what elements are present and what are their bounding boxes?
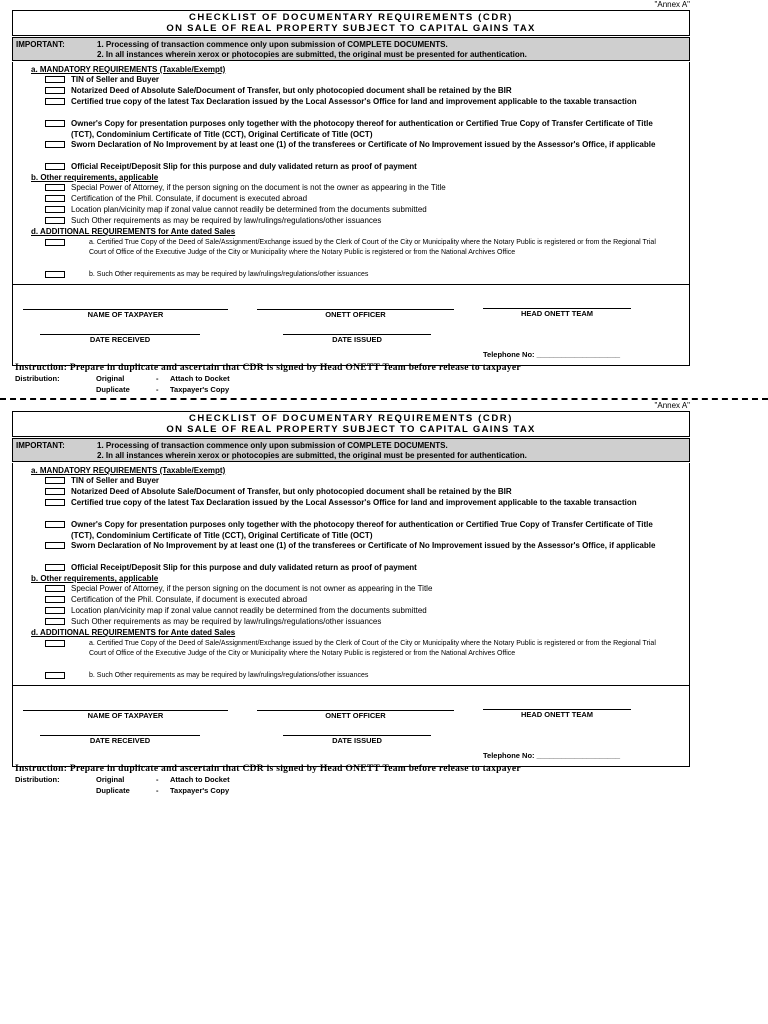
telephone-field[interactable]: Telephone No: ____________________ [483, 350, 621, 359]
distribution-duplicate: Duplicate [96, 786, 130, 795]
signature-box [12, 284, 690, 366]
requirement-text: Owner's Copy for presentation purposes only together with the photocopy thereof for authentication or Certified True Copy of Transfer Certificate of Title (TCT), Condominium Certificate of Title (CCT), Original Certificate of Title (OCT) [71, 119, 653, 139]
additional-item [45, 671, 669, 681]
requirement-text: Sworn Declaration of No Improvement by at least one (1) of the transferees or Certificate of No Improvement issued by the Assessor's Office, if applicable [71, 140, 656, 149]
important-notice [12, 37, 690, 61]
distribution-duplicate: Duplicate [96, 385, 130, 394]
requirement-checkbox[interactable] [45, 271, 65, 278]
requirement-checkbox[interactable] [45, 206, 65, 213]
important-item-1: 1. Processing of transaction commence only upon submission of COMPLETE DOCUMENTS. [97, 441, 448, 450]
requirement-checkbox[interactable] [45, 76, 65, 83]
distribution-dash: - [156, 775, 159, 784]
requirement-checkbox[interactable] [45, 98, 65, 105]
annex-label: "Annex A" [654, 401, 690, 410]
distribution-original: Original [96, 775, 125, 784]
mandatory-item [45, 140, 669, 161]
distribution-label: Distribution: [15, 775, 60, 784]
section-b-heading: b. Other requirements, applicable [31, 574, 159, 583]
other-item [45, 584, 669, 594]
important-item-1: 1. Processing of transaction commence only upon submission of COMPLETE DOCUMENTS. [97, 40, 448, 49]
other-item [45, 216, 669, 226]
mandatory-item [45, 498, 669, 519]
requirement-text: Sworn Declaration of No Improvement by at least one (1) of the transferees or Certificate of No Improvement issued by the Assessor's Office, if applicable [71, 541, 656, 550]
annex-label: "Annex A" [654, 0, 690, 9]
important-label: IMPORTANT: [16, 441, 65, 450]
additional-item [45, 639, 669, 669]
requirement-checkbox[interactable] [45, 141, 65, 148]
instruction-text: Instruction: Prepare in duplicate and ascertain that CDR is signed by Head ONETT Team before release to taxpayer [15, 764, 521, 774]
mandatory-item [45, 520, 669, 541]
mandatory-item [45, 541, 669, 562]
requirement-checkbox[interactable] [45, 120, 65, 127]
requirement-text: TIN of Seller and Buyer [71, 476, 160, 485]
form-title: CHECKLIST OF DOCUMENTARY REQUIREMENTS (CDR) [188, 12, 514, 23]
section-d-heading: d. ADDITIONAL REQUIREMENTS for Ante dated Sales [31, 227, 236, 236]
section-a-heading: a. MANDATORY REQUIREMENTS (Taxable/Exempt) [31, 466, 226, 475]
requirement-text: Official Receipt/Deposit Slip for this purpose and duly validated return as proof of payment [71, 162, 417, 171]
mandatory-item [45, 476, 669, 486]
telephone-field[interactable]: Telephone No: ____________________ [483, 751, 621, 760]
section-a-heading: a. MANDATORY REQUIREMENTS (Taxable/Exempt) [31, 65, 226, 74]
other-item [45, 183, 669, 193]
additional-item [45, 238, 669, 268]
title-box [12, 411, 690, 437]
mandatory-item [45, 162, 669, 172]
requirement-checkbox[interactable] [45, 488, 65, 495]
form-subtitle: ON SALE OF REAL PROPERTY SUBJECT TO CAPITAL GAINS TAX [166, 23, 536, 34]
signature-box [12, 685, 690, 767]
officer-label: ONETT OFFICER [325, 310, 386, 319]
other-item [45, 205, 669, 215]
date-received-label: DATE RECEIVED [89, 736, 151, 745]
requirement-text: Certified true copy of the latest Tax Declaration issued by the Local Assessor's Office for land and improvement applicable to the taxable transaction [71, 97, 637, 106]
cdr-form [12, 401, 690, 799]
requirement-text: Certification of the Phil. Consulate, if document is executed abroad [71, 194, 308, 203]
requirement-text: Notarized Deed of Absolute Sale/Document of Transfer, but only photocopied document shall be retained by the BIR [71, 86, 512, 95]
form-title: CHECKLIST OF DOCUMENTARY REQUIREMENTS (CDR) [188, 413, 514, 424]
requirement-text: Notarized Deed of Absolute Sale/Document of Transfer, but only photocopied document shall be retained by the BIR [71, 487, 512, 496]
requirement-checkbox[interactable] [45, 640, 65, 647]
distribution-label: Distribution: [15, 374, 60, 383]
requirement-checkbox[interactable] [45, 195, 65, 202]
requirement-checkbox[interactable] [45, 564, 65, 571]
distribution-dash: - [156, 374, 159, 383]
taxpayer-name-label: NAME OF TAXPAYER [87, 310, 164, 319]
requirement-checkbox[interactable] [45, 239, 65, 246]
mandatory-item [45, 75, 669, 85]
important-item-2: 2. In all instances wherein xerox or photocopies are submitted, the original must be presented for authentication. [97, 50, 527, 59]
requirement-checkbox[interactable] [45, 217, 65, 224]
requirement-checkbox[interactable] [45, 163, 65, 170]
requirement-text: Certification of the Phil. Consulate, if document is executed abroad [71, 595, 308, 604]
mandatory-item [45, 97, 669, 118]
requirement-text: Owner's Copy for presentation purposes only together with the photocopy thereof for authentication or Certified True Copy of Transfer Certificate of Title (TCT), Condominium Certificate of Title (CCT), Original Certificate of Title (OCT) [71, 520, 653, 540]
cut-line [0, 398, 768, 400]
date-issued-label: DATE ISSUED [332, 335, 382, 344]
mandatory-item [45, 86, 669, 96]
date-received-label: DATE RECEIVED [89, 335, 151, 344]
requirement-checkbox[interactable] [45, 672, 65, 679]
important-label: IMPORTANT: [16, 40, 65, 49]
requirement-text: Official Receipt/Deposit Slip for this purpose and duly validated return as proof of payment [71, 563, 417, 572]
important-item-2: 2. In all instances wherein xerox or photocopies are submitted, the original must be presented for authentication. [97, 451, 527, 460]
requirement-text: Special Power of Attorney, if the person signing on the document is not owner as appearing in the Title [71, 584, 433, 593]
requirement-text: Such Other requirements as may be required by law/rulings/regulations/other issuances [71, 617, 382, 626]
other-item [45, 194, 669, 204]
cdr-form [12, 0, 690, 398]
important-notice [12, 438, 690, 462]
requirements-box [12, 62, 690, 286]
requirement-checkbox[interactable] [45, 596, 65, 603]
additional-item [45, 270, 669, 280]
other-item [45, 595, 669, 605]
requirement-text: a. Certified True Copy of the Deed of Sale/Assignment/Exchange issued by the Clerk of Court of the City or Municipality where the Notary Public is registered or from the Regional Trial Court of Office of the Executive Judge of the City or Municipality where the Notary Public is registered or from the National Archives Office [89, 239, 656, 256]
requirement-text: Certified true copy of the latest Tax Declaration issued by the Local Assessor's Office for land and improvement applicable to the taxable transaction [71, 498, 637, 507]
other-item [45, 617, 669, 627]
requirement-checkbox[interactable] [45, 87, 65, 94]
requirement-text: Location plan/vicinity map if zonal value cannot readily be determined from the documents submitted [71, 606, 427, 615]
section-d-heading: d. ADDITIONAL REQUIREMENTS for Ante dated Sales [31, 628, 236, 637]
section-b-heading: b. Other requirements, applicable [31, 173, 159, 182]
requirements-box [12, 463, 690, 687]
requirement-checkbox[interactable] [45, 184, 65, 191]
requirement-checkbox[interactable] [45, 585, 65, 592]
distribution-original-destination: Attach to Docket [170, 374, 230, 383]
form-subtitle: ON SALE OF REAL PROPERTY SUBJECT TO CAPITAL GAINS TAX [166, 424, 536, 435]
head-team-label: HEAD ONETT TEAM [520, 309, 594, 318]
requirement-text: a. Certified True Copy of the Deed of Sale/Assignment/Exchange issued by the Clerk of Court of the City or Municipality where the Notary Public is registered or from the Regional Trial Court of Office of the Executive Judge of the City or Municipality where the Notary Public is registered or from the National Archives Office [89, 640, 656, 657]
requirement-checkbox[interactable] [45, 521, 65, 528]
distribution-duplicate-destination: Taxpayer's Copy [170, 385, 230, 394]
requirement-text: Location plan/vicinity map if zonal value cannot readily be determined from the documents submitted [71, 205, 427, 214]
requirement-checkbox[interactable] [45, 499, 65, 506]
requirement-text: Such Other requirements as may be required by law/rulings/regulations/other issuances [71, 216, 382, 225]
mandatory-item [45, 487, 669, 497]
requirement-checkbox[interactable] [45, 542, 65, 549]
requirement-text: b. Such Other requirements as may be required by law/rulings/regulations/other issuances [89, 271, 369, 278]
distribution-dash: - [156, 786, 159, 795]
mandatory-item [45, 119, 669, 140]
requirement-text: TIN of Seller and Buyer [71, 75, 160, 84]
requirement-checkbox[interactable] [45, 607, 65, 614]
other-item [45, 606, 669, 616]
distribution-original: Original [96, 374, 125, 383]
instruction-text: Instruction: Prepare in duplicate and ascertain that CDR is signed by Head ONETT Team before release to taxpayer [15, 363, 521, 373]
officer-label: ONETT OFFICER [325, 711, 386, 720]
requirement-text: b. Such Other requirements as may be required by law/rulings/regulations/other issuances [89, 672, 369, 679]
distribution-dash: - [156, 385, 159, 394]
requirement-checkbox[interactable] [45, 477, 65, 484]
head-team-label: HEAD ONETT TEAM [520, 710, 594, 719]
requirement-text: Special Power of Attorney, if the person signing on the document is not the owner as appearing in the Title [71, 183, 446, 192]
date-issued-label: DATE ISSUED [332, 736, 382, 745]
taxpayer-name-label: NAME OF TAXPAYER [87, 711, 164, 720]
requirement-checkbox[interactable] [45, 618, 65, 625]
title-box [12, 10, 690, 36]
distribution-duplicate-destination: Taxpayer's Copy [170, 786, 230, 795]
distribution-original-destination: Attach to Docket [170, 775, 230, 784]
mandatory-item [45, 563, 669, 573]
